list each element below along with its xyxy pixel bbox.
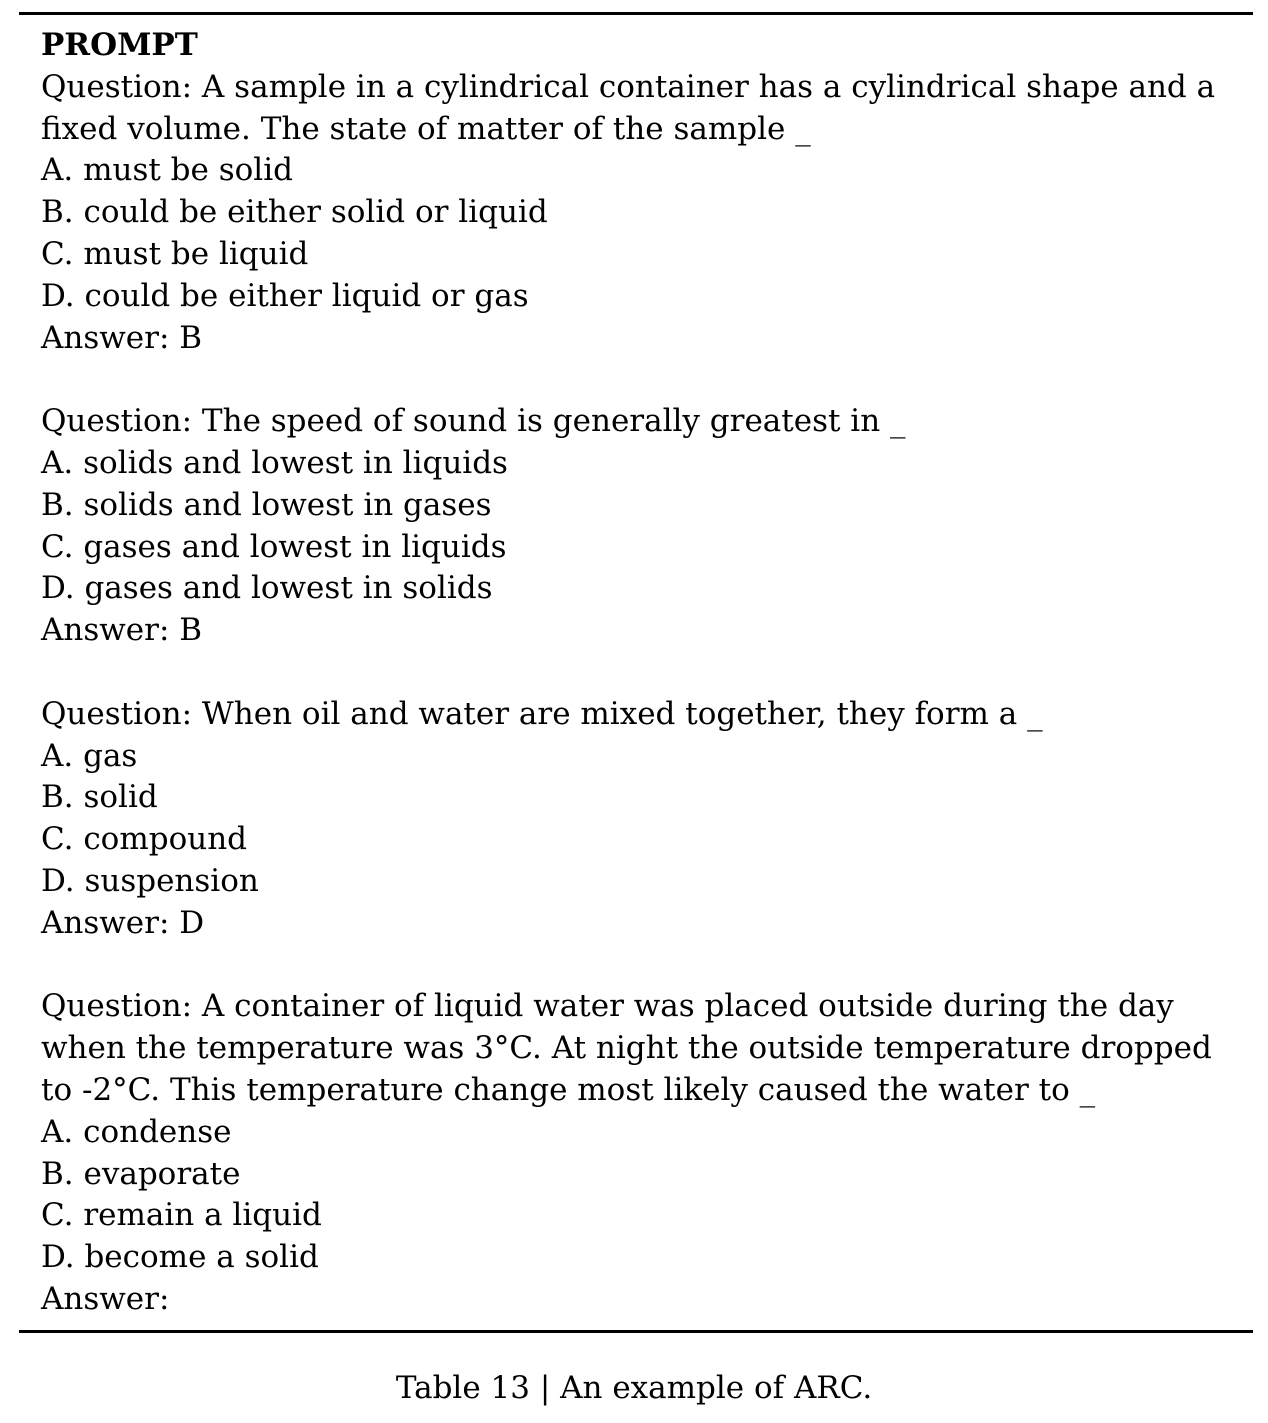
option-a: A. solids and lowest in liquids	[41, 444, 508, 481]
bottom-rule	[19, 1330, 1253, 1333]
qa-block-1	[41, 67, 1246, 360]
option-b: B. solids and lowest in gases	[41, 486, 492, 523]
question-text: Question: A sample in a cylindrical container has a cylindrical shape and a fixed volume. The state of matter of the sample _	[41, 68, 1216, 147]
option-d: D. could be either liquid or gas	[41, 277, 529, 314]
prompt-table	[41, 25, 1246, 1321]
qa-block-3	[41, 694, 1246, 945]
option-d: D. gases and lowest in solids	[41, 570, 493, 607]
block-spacer	[41, 652, 1246, 694]
answer-line: Answer: B	[41, 319, 203, 356]
option-a: A. condense	[41, 1113, 232, 1150]
top-rule	[19, 12, 1253, 15]
block-spacer	[41, 945, 1246, 987]
option-d: D. suspension	[41, 862, 259, 899]
table-caption: Table 13 | An example of ARC.	[395, 1370, 873, 1406]
option-b: B. evaporate	[41, 1155, 241, 1192]
option-c: C. must be liquid	[41, 235, 309, 272]
answer-line: Answer: D	[41, 904, 205, 941]
question-text: Question: The speed of sound is generally greatest in _	[41, 403, 906, 440]
question-text: Question: A container of liquid water was placed outside during the day when the temperature was 3°C. At night the outside temperature dropped to -2°C. This temperature change most likely caused the water to _	[41, 988, 1212, 1108]
answer-line: Answer:	[41, 1280, 170, 1317]
question-text: Question: When oil and water are mixed together, they form a _	[41, 695, 1043, 732]
block-spacer	[41, 359, 1246, 401]
prompt-heading: PROMPT	[41, 27, 198, 63]
option-a: A. gas	[41, 737, 138, 774]
qa-block-4	[41, 986, 1246, 1320]
option-c: C. gases and lowest in liquids	[41, 528, 507, 565]
answer-line: Answer: B	[41, 612, 203, 649]
option-d: D. become a solid	[41, 1239, 319, 1276]
option-a: A. must be solid	[41, 152, 293, 189]
option-b: B. solid	[41, 779, 158, 816]
option-c: C. compound	[41, 821, 248, 858]
option-b: B. could be either solid or liquid	[41, 194, 548, 231]
option-c: C. remain a liquid	[41, 1197, 322, 1234]
qa-block-2	[41, 401, 1246, 652]
